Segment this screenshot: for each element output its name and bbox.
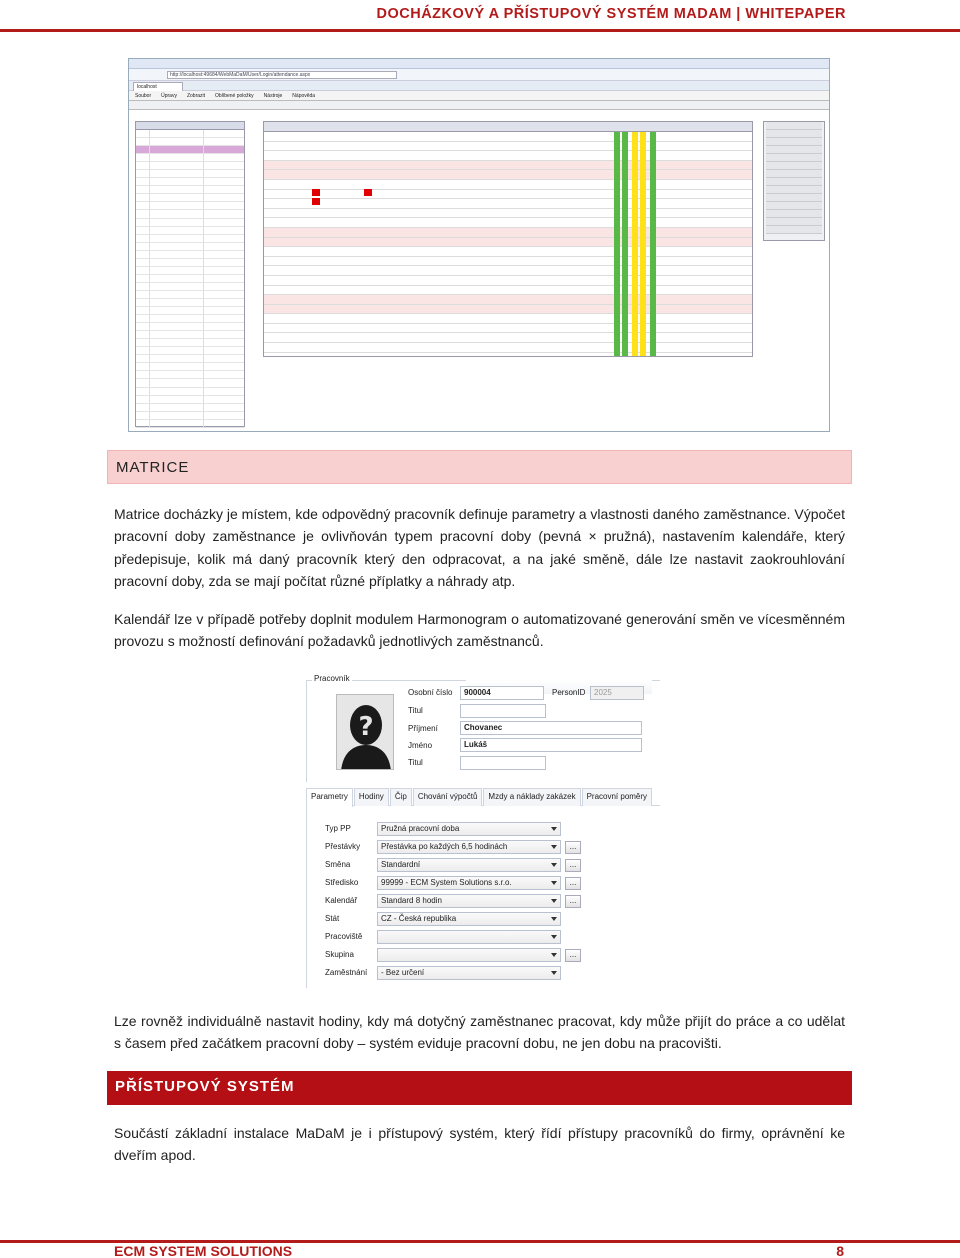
employee-list-row[interactable] [136,331,244,339]
employee-list-row[interactable] [136,371,244,379]
parameter-label: Přestávky [325,842,361,851]
employee-list-row[interactable] [136,283,244,291]
osobni-cislo-input[interactable]: 900004 [460,686,544,700]
attendance-day-row[interactable] [264,161,752,171]
attendance-day-row[interactable] [264,295,752,305]
attendance-day-row[interactable] [264,333,752,343]
parameters-tabs [306,788,660,806]
attendance-matrix-screenshot [128,58,830,432]
browser-tab-bar [129,81,829,91]
employee-list-row[interactable] [136,235,244,243]
attendance-day-row[interactable] [264,257,752,267]
absence-type-row[interactable] [766,226,822,234]
employee-list-row[interactable] [136,243,244,251]
absence-type-row[interactable] [766,178,822,186]
employee-list-row[interactable] [136,323,244,331]
attendance-day-row[interactable] [264,209,752,219]
parameter-select[interactable] [377,912,561,926]
absence-panel [763,121,825,241]
paragraph-4: Součástí základní instalace MaDaM je i přístupový systém, který řídí přístupy pracovníků do firmy, oprávnění ke dveřím apod. [114,1125,845,1164]
attendance-grid-header [264,122,752,132]
parameter-value: Standard 8 hodin [381,896,442,905]
attendance-day-row[interactable] [264,218,752,228]
parameter-value: - Bez určení [381,968,425,977]
absence-type-row[interactable] [766,122,822,130]
browse-button[interactable]: ... [565,895,581,908]
attendance-day-row[interactable] [264,286,752,296]
attendance-grid [263,121,753,357]
titul-label: Titul [408,706,423,715]
section-matrice-title: MATRICE [116,459,190,476]
browser-title-bar [129,59,829,69]
employee-list-row[interactable] [136,162,244,170]
parameter-select[interactable] [377,948,561,962]
attendance-color-column [650,132,656,356]
employee-list-row[interactable] [136,412,244,420]
parameter-select[interactable] [377,876,561,890]
parameters-tab[interactable]: Mzdy a náklady zakázek [483,788,580,806]
parameter-select[interactable] [377,966,561,980]
header-title: DOCHÁZKOVÝ A PŘÍSTUPOVÝ SYSTÉM MADAM | WHITEPAPER [376,6,846,22]
employee-list-row[interactable] [136,355,244,363]
attendance-day-row[interactable] [264,343,752,353]
person-id-label: PersonID [552,688,586,697]
chevron-down-icon [551,953,557,957]
chevron-down-icon [551,827,557,831]
employee-list-row[interactable] [136,146,244,154]
footer-company: ECM SYSTEM SOLUTIONS [114,1243,293,1258]
browser-menu-item[interactable]: Nápověda [292,92,316,99]
browse-button[interactable]: ... [565,841,581,854]
browse-button[interactable]: ... [565,877,581,890]
absence-type-row[interactable] [766,194,822,202]
parameter-select[interactable] [377,930,561,944]
parameters-tab[interactable]: Čip [390,788,412,806]
employee-list [135,121,245,427]
svg-text:?: ? [358,712,374,742]
attendance-color-column [622,132,628,356]
employee-list-row[interactable] [136,347,244,355]
absence-type-row[interactable] [766,146,822,154]
browser-tab[interactable]: localhost [133,82,183,91]
absence-type-row[interactable] [766,218,822,226]
prijmeni-label: Příjmení [408,724,438,733]
parameter-label: Zaměstnání [325,968,368,977]
parameter-value: Pružná pracovní doba [381,824,460,833]
attendance-color-column [632,132,638,356]
paragraph-1: Matrice docházky je místem, kde odpovědný pracovník definuje parametry a vlastnosti daného zaměstnance. Výpočet pracovní doby zaměstnance je ovlivňován typem pracovní doby (pevná × pružná), nastavením kalendáře, který předepisuje, kolik má daný pracovník který den odpracovat, a na jaké směně, dále lze nastavit zaokrouhlování pracovní doby, zda se mají počítat různé příplatky a náhrady atp. [114,506,845,590]
attendance-day-row[interactable] [264,324,752,334]
employee-list-row[interactable] [136,420,244,428]
employee-list-header [136,122,244,130]
chevron-down-icon [551,881,557,885]
titul-input[interactable] [460,704,546,718]
employee-list-row[interactable] [136,251,244,259]
chevron-down-icon [551,935,557,939]
osobni-cislo-label: Osobní číslo [408,688,453,697]
attendance-day-row[interactable] [264,151,752,161]
parameter-label: Pracoviště [325,932,363,941]
parameter-value: CZ - Česká republika [381,914,457,923]
absence-type-row[interactable] [766,202,822,210]
parameter-value: Přestávka po každých 6,5 hodinách [381,842,508,851]
parameters-tab[interactable]: Chování výpočtů [413,788,483,806]
absence-type-row[interactable] [766,130,822,138]
attendance-day-row[interactable] [264,142,752,152]
browser-menu-bar [129,91,829,101]
titul2-input[interactable] [460,756,546,770]
page-footer [0,1240,960,1258]
absence-type-row[interactable] [766,210,822,218]
parameter-select[interactable] [377,894,561,908]
jmeno-label: Jméno [408,741,433,750]
attendance-day-row[interactable] [264,228,752,238]
chevron-down-icon [551,899,557,903]
parameter-value: 99999 - ECM System Solutions s.r.o. [381,878,512,887]
employee-list-row[interactable] [136,267,244,275]
page-number: 8 [836,1243,844,1258]
section-pristupovy-title: PŘÍSTUPOVÝ SYSTÉM [115,1078,295,1095]
employee-list-row[interactable] [136,202,244,210]
attendance-day-row[interactable] [264,314,752,324]
absence-type-row[interactable] [766,138,822,146]
attendance-color-column [614,132,620,356]
attendance-day-row[interactable] [264,247,752,257]
attendance-day-row[interactable] [264,305,752,315]
employee-list-row[interactable] [136,339,244,347]
section-pristupovy-system [107,1071,852,1105]
attendance-day-row[interactable] [264,190,752,200]
person-id-input[interactable]: 2025 [590,686,644,700]
absence-type-row[interactable] [766,154,822,162]
chevron-down-icon [551,971,557,975]
browse-button[interactable]: ... [565,949,581,962]
employee-list-row[interactable] [136,259,244,267]
employee-form-screenshot [306,674,660,782]
parameters-tab[interactable]: Pracovní poměry [582,788,652,806]
employee-list-row[interactable] [136,138,244,146]
absence-type-row[interactable] [766,186,822,194]
employee-legend: Pracovník [314,674,350,683]
parameter-select[interactable] [377,858,561,872]
chevron-down-icon [551,863,557,867]
parameter-label: Směna [325,860,351,869]
browser-menu-item[interactable]: Oblíbené položky [215,92,254,99]
paragraph-3: Lze rovněž individuálně nastavit hodiny, kdy má dotyčný zaměstnanec pracovat, kdy může přijít do práce a co udělat s časem před začátkem pracovní doby – systém eviduje pracovní dobu, ne jen dobu na pracovišti. [114,1013,845,1052]
attendance-day-row[interactable] [264,276,752,286]
browse-button[interactable]: ... [565,859,581,872]
parameters-body [306,806,660,988]
parameters-form-screenshot [306,788,660,988]
employee-list-row[interactable] [136,170,244,178]
parameter-label: Typ PP [325,824,351,833]
employee-list-row[interactable] [136,154,244,162]
employee-list-row[interactable] [136,194,244,202]
employee-list-row[interactable] [136,315,244,323]
parameter-value: Standardní [381,860,421,869]
browser-menu-item[interactable]: Soubor [135,92,152,99]
parameters-tab[interactable]: Parametry [306,788,353,807]
parameters-tab[interactable]: Hodiny [354,788,389,806]
browser-menu-item[interactable]: Nástroje [263,92,283,99]
employee-list-row[interactable] [136,388,244,396]
employee-list-row[interactable] [136,219,244,227]
jmeno-input[interactable]: Lukáš [460,738,642,752]
employee-list-row[interactable] [136,210,244,218]
page-header [0,0,960,32]
employee-list-row[interactable] [136,307,244,315]
absence-type-row[interactable] [766,162,822,170]
absence-type-row[interactable] [766,170,822,178]
paragraph-2: Kalendář lze v případě potřeby doplnit modulem Harmonogram o automatizované generování směn ve vícesměnném provozu s možností definování požadavků jednotlivých zaměstnanců. [114,611,845,650]
address-input[interactable]: http://localhost:49684/WebMaDaM/User/Login/attendance.aspx [167,71,397,79]
parameter-label: Středisko [325,878,359,887]
attendance-day-row[interactable] [264,199,752,209]
attendance-day-row[interactable] [264,132,752,142]
employee-list-row[interactable] [136,299,244,307]
parameter-select[interactable] [377,840,561,854]
browser-toolbar [129,101,829,110]
attendance-alert-mark [364,189,372,196]
parameter-label: Kalendář [325,896,358,905]
section-matrice [107,450,852,484]
attendance-day-row[interactable] [264,266,752,276]
person-placeholder-icon [336,694,394,770]
titul2-label: Titul [408,758,423,767]
employee-list-row[interactable] [136,404,244,412]
employee-list-row[interactable] [136,363,244,371]
employee-list-row[interactable] [136,227,244,235]
parameter-label: Skupina [325,950,354,959]
employee-list-row[interactable] [136,130,244,138]
browser-address-bar [129,69,829,81]
employee-list-row[interactable] [136,178,244,186]
chevron-down-icon [551,917,557,921]
employee-list-row[interactable] [136,291,244,299]
employee-list-row[interactable] [136,186,244,194]
employee-list-row[interactable] [136,379,244,387]
attendance-day-row[interactable] [264,238,752,248]
browser-menu-item[interactable]: Úpravy [161,92,177,99]
attendance-day-row[interactable] [264,170,752,180]
attendance-alert-mark [312,198,320,205]
blank-area [263,359,823,429]
attendance-color-column [640,132,646,356]
attendance-day-row[interactable] [264,180,752,190]
employee-list-row[interactable] [136,275,244,283]
parameter-label: Stát [325,914,340,923]
chevron-down-icon [551,845,557,849]
attendance-alert-mark [312,189,320,196]
prijmeni-input[interactable]: Chovanec [460,721,642,735]
parameter-select[interactable] [377,822,561,836]
browser-menu-item[interactable]: Zobrazit [186,92,206,99]
employee-list-row[interactable] [136,396,244,404]
